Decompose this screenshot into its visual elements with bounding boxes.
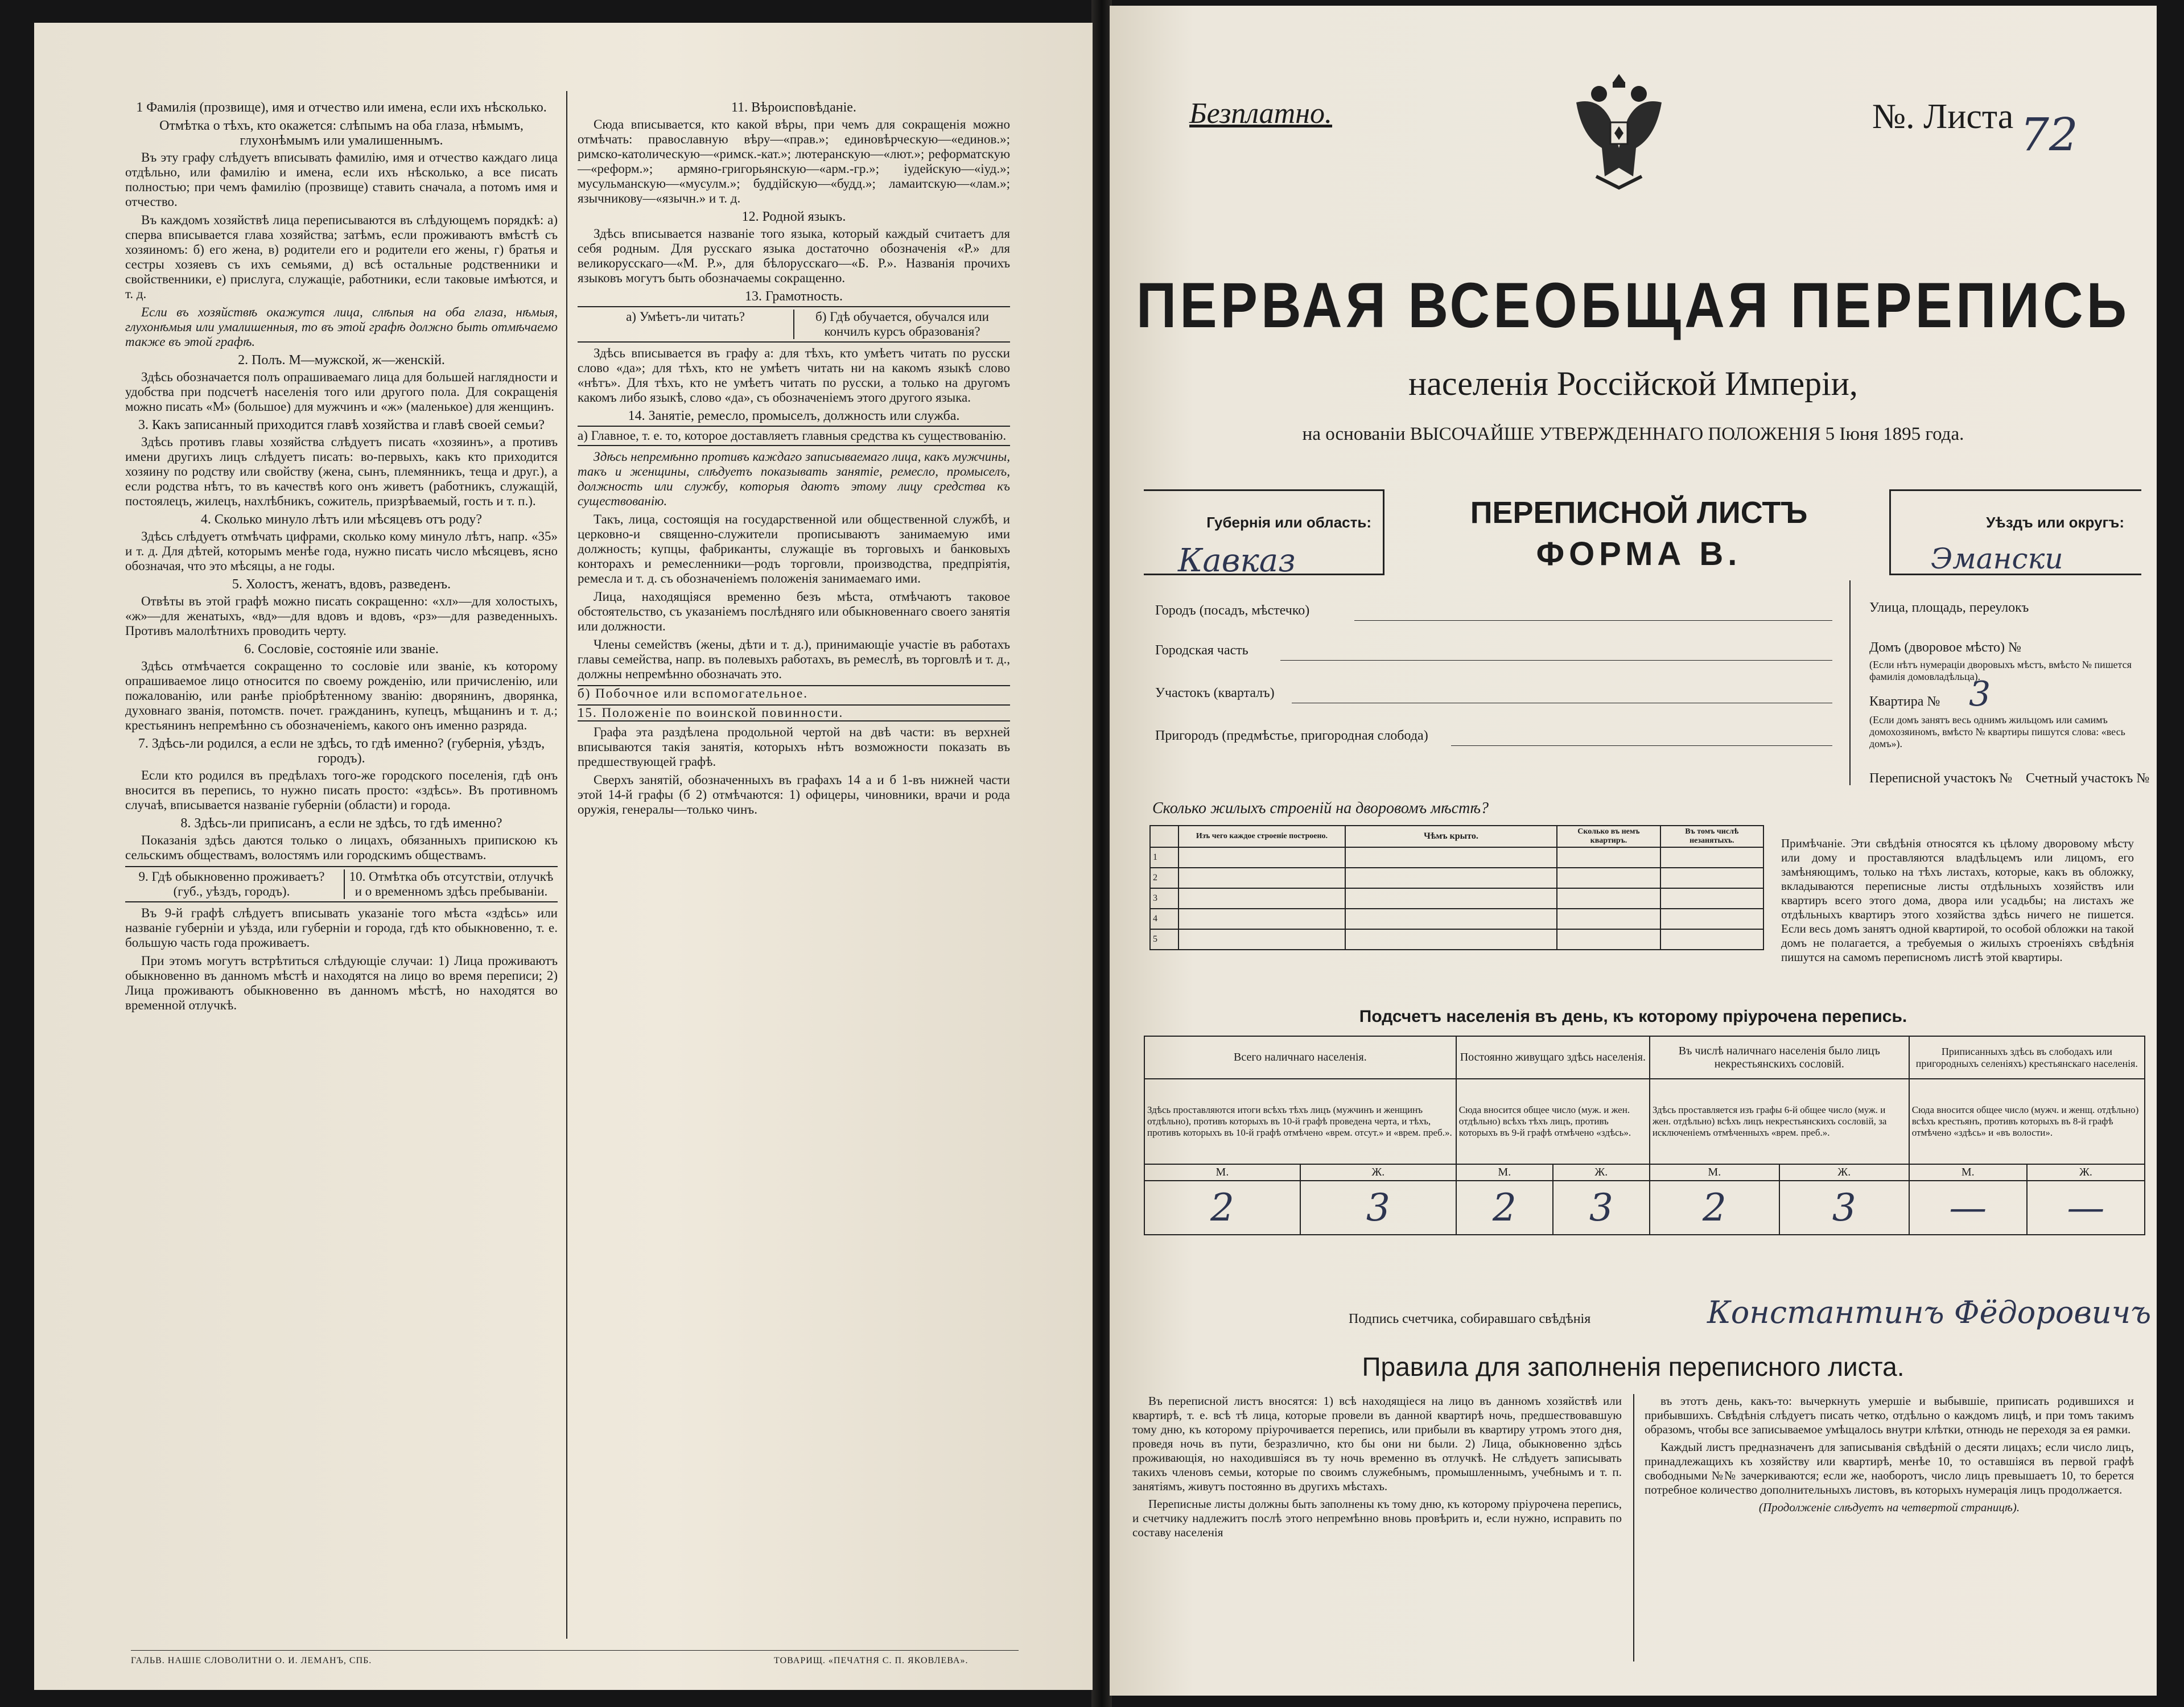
main-title: ПЕРВАЯ ВСЕОБЩАЯ ПЕРЕПИСЬ xyxy=(1136,269,2131,341)
buildings-cell xyxy=(1660,888,1763,909)
section-3-text: Здѣсь противъ главы хозяйства слѣдуетъ писать «хозяинъ», а противъ имени другихъ лицъ слѣдуетъ писать: во-первыхъ, какъ кто приходится хозяину по родству или свойству (жена, сынъ, племянникъ, теща и друг.), а если родства нѣтъ, то въ качествѣ кого онъ живетъ (работникъ, служащій, постоялецъ, жилецъ, нахлѣбникъ, сожитель, призрѣваемый, гость и т. п.). xyxy=(125,435,558,508)
imperial-eagle-emblem xyxy=(1565,63,1673,193)
section-2-title: 2. Полъ. М—мужской, ж—женскій. xyxy=(238,353,445,368)
section-15-text: Графа эта раздѣлена продольной чертой на двѣ части: въ верхней вписываются такія занятія, которыхъ нѣтъ возможности показать въ предшествующей графѣ. xyxy=(578,725,1010,769)
count-header-noncrestian: Въ числѣ наличнаго населенія было лицъ некрестьянскихъ сословій. xyxy=(1650,1036,1909,1079)
buildings-row xyxy=(1150,909,1763,929)
rules-right-column xyxy=(1645,1394,2134,1518)
buildings-row-number: 4 xyxy=(1150,909,1178,929)
section-14a-title: а) Главное, т. е. то, которое доставляетъ главныя средства къ существованію. xyxy=(578,426,1010,446)
address-divider xyxy=(1849,580,1851,785)
field-prigorod: Пригородъ (предмѣстье, пригородная слобода) xyxy=(1155,728,1428,743)
buildings-row-number: 1 xyxy=(1150,847,1178,868)
section-11-title: 11. Вѣроисповѣданіе. xyxy=(731,100,856,115)
count-table xyxy=(1144,1036,2145,1235)
section-14-title: 14. Занятіе, ремесло, промыселъ, должность или служба. xyxy=(628,409,960,423)
guberniya-label: Губернія или область: xyxy=(1206,514,1371,531)
column-divider xyxy=(566,91,567,1639)
count-note-crestian: Сюда вносится общее число (мужч. и женщ. отдѣльно) всѣхъ крестьянъ, противъ которыхъ въ 8-й графѣ отмѣчено «здѣсь» и «въ волости». xyxy=(1909,1079,2145,1164)
section-14-text-2: Такъ, лица, состоящія на государственной или общественной службѣ, и церковно-и священно-служители прописываютъ занимаемую ими должность; купцы, фабриканты, служащіе въ торговыхъ и банковыхъ конторахъ и ремесленники—родъ торговли, производства, предпріятія, ремесла и т. д. съ обозначеніемъ положенія занимаемаго ими. xyxy=(578,512,1010,586)
field-dom-note: (Если нѣтъ нумераціи дворовыхъ мѣстъ, вмѣсто № пишется фамилія домовладѣльца). xyxy=(1869,659,2132,682)
subtitle: населенія Россійской Имперіи, xyxy=(1408,365,1858,402)
section-2-text: Здѣсь обозначается полъ опрашиваемаго лица для большей наглядности и удобства при подсчетѣ населенія того или другого пола. Для сокращенія можно писать «М» (большое) для мужчинъ и «ж» (маленькое) для женщинъ. xyxy=(125,370,558,414)
uezd-value: Эмански xyxy=(1931,542,2063,575)
count-m-label: М. xyxy=(1456,1164,1553,1181)
prigorod-line xyxy=(1451,745,1832,746)
count-value: 2 xyxy=(1650,1181,1779,1235)
section-1-title: 1 Фамилія (прозвище), имя и отчество или имена, если ихъ нѣсколько. xyxy=(136,100,547,115)
section-14-text-3: Лица, находящіяся временно безъ мѣста, отмѣчаютъ таковое обстоятельство, съ указаніемъ послѣдняго или обыкновеннаго своего занятія или должности. xyxy=(578,589,1010,633)
buildings-cell xyxy=(1557,909,1660,929)
buildings-header-flats: Сколько въ немъ квартиръ. xyxy=(1557,826,1660,847)
field-uchastok: Участокъ (кварталъ) xyxy=(1155,686,1275,700)
buildings-cell xyxy=(1345,888,1557,909)
buildings-cell xyxy=(1178,929,1345,950)
count-mz-row xyxy=(1144,1164,2145,1181)
buildings-cell xyxy=(1178,909,1345,929)
buildings-header-row xyxy=(1150,826,1763,847)
section-12-text: Здѣсь вписывается названіе того языка, который каждый считаетъ для себя родным. Для русскаго языка достаточно обозначенія «Р.» для великорусскаго—«М. Р.», для бѣлорусскаго—«Б. Р.». Названія прочихъ языковъ могутъ быть обозначаемы сокращенно. xyxy=(578,226,1010,285)
section-9-title: 9. Гдѣ обыкновенно проживаетъ? (губ., уѣздъ, городъ). xyxy=(138,869,325,898)
section-7-text: Если кто родился въ предѣлахъ того-же городского поселенія, гдѣ онъ вносится въ перепись, то нужно писать просто: «здѣсь». Въ противномъ случаѣ, вписывается названіе губерніи (области) и города. xyxy=(125,768,558,812)
kvartira-value: 3 xyxy=(1969,674,1991,714)
section-1-text-3: Если въ хозяйствѣ окажутся лица, слѣпыя на оба глаза, нѣмыя, глухонѣмыя или умалишенныя, то въ этой графѣ должно быть отмѣчаемо также въ этой графѣ. xyxy=(125,305,558,349)
sheet-number-value: 72 xyxy=(2020,108,2078,161)
field-ulitsa: Улица, площадь, переулокъ xyxy=(1869,600,2029,615)
field-kvartira: Квартира № xyxy=(1869,694,1940,709)
gorod-line xyxy=(1354,620,1832,621)
count-header-total: Всего наличнаго населенія. xyxy=(1144,1036,1456,1079)
section-13-text: Здѣсь вписывается въ графу а: для тѣхъ, кто умѣетъ читать по русски слово «да»; для тѣхъ, кто не умѣетъ читать ни на какомъ языкѣ слово «нѣтъ». Для тѣхъ, кто не умѣетъ читать по русски, а только на другомъ какомъ либо языкѣ, слово «да», съ обозначеніемъ этого другого языка. xyxy=(578,346,1010,405)
buildings-cell xyxy=(1178,888,1345,909)
chast-line xyxy=(1280,660,1832,661)
count-header-crestian: Приписанныхъ здѣсь въ слободахъ или пригородныхъ селеніяхъ) крестьянскаго населенія. xyxy=(1909,1036,2145,1079)
buildings-row xyxy=(1150,868,1763,888)
section-13b-title: б) Гдѣ обучается, обучался или кончилъ курсъ образованія? xyxy=(793,310,1010,339)
buildings-cell xyxy=(1345,909,1557,929)
rules-continue-note: (Продолженіе слѣдуетъ на четвертой страницѣ). xyxy=(1758,1500,2020,1514)
buildings-cell xyxy=(1178,868,1345,888)
count-notes-row xyxy=(1144,1079,2145,1164)
buildings-header-roof: Чѣмъ крыто. xyxy=(1345,826,1557,847)
section-15-title: 15. Положеніе по воинской повинности. xyxy=(578,704,1010,721)
section-14-text-4: Члены семействъ (жены, дѣти и т. д.), принимающіе участіе въ работахъ главы семейства, напр. въ полевыхъ работахъ, въ ремеслѣ, въ торговлѣ и т. д., должны непремѣнно обозначать это. xyxy=(578,637,1010,681)
section-14-text: Здѣсь непремѣнно противъ каждаго записываемаго лица, какъ мужчины, такъ и женщины, слѣдуетъ показывать занятіе, ремесло, промыселъ, должность или службу, которыя даютъ этому лицу средства къ существованію. xyxy=(578,450,1010,508)
rules-right-text: въ этотъ день, какъ-то: вычеркнуть умершіе и выбывшіе, приписать родившихся и прибывшихъ. Свѣдѣнія слѣдуетъ писать четко, отдѣльно о каждомъ лицѣ, и при томъ такимъ образомъ, чтобы все записываемое умѣщалось внутри клѣтки, отнюдь не переходя за ея рамки. xyxy=(1645,1394,2134,1436)
right-page xyxy=(1110,6,2157,1696)
signature-label: Подпись счетчика, собиравшаго свѣдѣнія xyxy=(1349,1312,1591,1326)
right-column xyxy=(578,97,1010,820)
section-4-text: Здѣсь слѣдуетъ отмѣчать цифрами, сколько кому минуло лѣтъ, напр. «35» и т. д. Для дѣтей, которымъ менѣе года, нужно писать число мѣсяцевъ, ясно обозначая, что это мѣсяцы, а не годы. xyxy=(125,529,558,573)
legal-basis: на основаніи ВЫСОЧАЙШЕ УТВЕРЖДЕННАГО ПОЛОЖЕНІЯ 5 Іюня 1895 года. xyxy=(1302,424,1964,444)
rules-right-text-2: Каждый листъ предназначенъ для записыванія свѣдѣній о десяти лицахъ; если число лицъ, принадлежащихъ къ хозяйству или квартирѣ, менѣе 10, то оставшіяся въ первой графѣ свободными №№ зачеркиваются; если же, наоборотъ, число лицъ превышаетъ 10, то берется потребное количество дополнительныхъ листовъ, въ которыхъ нумерація лицъ продолжается. xyxy=(1645,1440,2134,1496)
section-11-text: Сюда вписывается, кто какой вѣры, при чемъ для сокращенія можно отмѣчать: православную вѣру—«прав.»; единовѣрческую—«единов.»; римско-католическую—«римск.-кат.»; лютеранскую—«лют.»; реформатскую—«реформ.»; армяно-григорьянскую—«арм.-гр.»; іудейскую—«іуд.»; мусульманскую—«мусулм.»; буддійскую—«будд.»; ламаитскую—«лам.»; язычникову—«язычн.» и т. д. xyxy=(578,117,1010,205)
buildings-cell xyxy=(1345,847,1557,868)
field-kvartira-note: (Если домъ занятъ весь однимъ жильцомъ или самимъ домохозяиномъ, вмѣсто № квартиры пишутся слова: «весь домъ»). xyxy=(1869,714,2125,749)
buildings-cell xyxy=(1660,909,1763,929)
section-13-header xyxy=(578,306,1010,343)
left-footer: ГАЛЬВ. НАШІЕ СЛОВОЛИТНИ О. И. ЛЕМАНЪ, СПБ. xyxy=(131,1656,372,1665)
count-m-label: М. xyxy=(1650,1164,1779,1181)
buildings-table xyxy=(1149,825,1764,950)
count-value: 3 xyxy=(1553,1181,1650,1235)
section-13-title: 13. Грамотность. xyxy=(745,289,843,304)
count-title: Подсчетъ населенія въ день, къ которому пріурочена перепись. xyxy=(1359,1007,1907,1026)
count-m-label: М. xyxy=(1909,1164,2027,1181)
section-1-text: Въ эту графу слѣдуетъ вписывать фамилію, имя и отчество каждаго лица отдѣльно, или фамилію и имена, если ихъ нѣсколько, а все писать полностью; при чемъ фамилію (прозвище) ставить сначала, а потомъ имя и отчество. xyxy=(125,150,558,209)
count-z-label: Ж. xyxy=(1779,1164,1909,1181)
uezd-label: Уѣздъ или округъ: xyxy=(1986,514,2124,531)
buildings-cell xyxy=(1660,868,1763,888)
buildings-row xyxy=(1150,888,1763,909)
count-header-row xyxy=(1144,1036,2145,1079)
count-value: 3 xyxy=(1779,1181,1909,1235)
buildings-row xyxy=(1150,847,1763,868)
buildings-note: Примѣчаніе. Эти свѣдѣнія относятся къ цѣлому дворовому мѣсту или дому и проставляются владѣльцемъ или лицомъ, его замѣняющимъ, только на тѣхъ листахъ, которые, какъ въ обложку, вкладываются переписные листы отдѣльныхъ хозяйствъ или квартиръ всего этого дома, двора или усадьбы; на листахъ же отдѣльныхъ квартиръ этого хозяйства здѣсь ничего не пишется. Если весь домъ занятъ одной квартирой, то особой обложки на такой домъ не полагается, а требуемыя о жилыхъ строеніяхъ свѣдѣнія пишутся на самомъ переписномъ листѣ этой квартиры. xyxy=(1781,836,2134,964)
section-1-text-2: Въ каждомъ хозяйствѣ лица переписываются въ слѣдующемъ порядкѣ: а) сперва вписывается глава хозяйства; затѣмъ, если проживаютъ вмѣстѣ съ хозяиномъ: б) его жена, в) родители его и родители его жены, г) братья и сестры хозяевъ съ ихъ семьями, д) всѣ остальные родственники и свойственники, е) прислуга, служащіе, работники, если таковые имѣются, и т. д. xyxy=(125,213,558,301)
count-value: — xyxy=(1909,1181,2027,1235)
rules-left-text-2: Переписные листы должны быть заполнены къ тому дню, къ которому пріурочена перепись, и счетчику надлежитъ послѣ этого непремѣнно вновь провѣрить и, если нужно, исправить по составу населенія xyxy=(1132,1497,1622,1539)
buildings-cell xyxy=(1660,847,1763,868)
section-9-text-2: При этомъ могутъ встрѣтиться слѣдующіе случаи: 1) Лица проживаютъ обыкновенно въ данномъ мѣстѣ и находятся на лицо во время переписи; 2) Лица проживаютъ обыкновенно въ данномъ мѣстѣ, но находятся во временной отлучкѣ. xyxy=(125,954,558,1012)
section-4-title: 4. Сколько минуло лѣтъ или мѣсяцевъ отъ роду? xyxy=(200,512,483,527)
guberniya-box xyxy=(1144,489,1384,579)
count-z-label: Ж. xyxy=(1553,1164,1650,1181)
section-5-title: 5. Холостъ, женатъ, вдовъ, разведенъ. xyxy=(232,577,451,592)
rules-title: Правила для заполненія переписного листа. xyxy=(1362,1352,1905,1382)
count-note-permanent: Сюда вносится общее число (муж. и жен. отдѣльно) всѣхъ тѣхъ лицъ, противъ которыхъ въ 9-й графѣ отмѣчено «здѣсь». xyxy=(1456,1079,1650,1164)
count-header-permanent: Постоянно живущаго здѣсь населенія. xyxy=(1456,1036,1650,1079)
rules-left-text: Въ переписной листъ вносятся: 1) всѣ находящіеся на лицо въ данномъ хозяйствѣ или квартирѣ, т. е. всѣ тѣ лица, которые провели въ данной квартирѣ ночь, предшествовавшую тому дню, къ которому пріурочивается перепись, или прибыли въ квартиру утромъ этого дня, проведя ночь въ пути, безразлично, кто бы они ни были. 2) Лица, обыкновенно здѣсь проживающія, но находившіяся въ ту ночь временно въ отлучкѣ. Не слѣдуетъ записывать такихъ членовъ семьи, которые по своимъ служебнымъ, промышленнымъ, учебнымъ и т. п. занятіямъ, живутъ постоянно въ другихъ мѣстахъ. xyxy=(1132,1394,1622,1493)
form-letter: ФОРМА В. xyxy=(1536,535,1742,572)
section-14b-title: б) Побочное или вспомогательное. xyxy=(578,685,1010,701)
rules-divider xyxy=(1633,1394,1634,1661)
section-8-text: Показанія здѣсь даются только о лицахъ, обязанныхъ припискою къ сельскимъ обществамъ, волостямъ или городскимъ обществамъ. xyxy=(125,833,558,862)
count-value: — xyxy=(2027,1181,2145,1235)
section-6-text: Здѣсь отмѣчается сокращенно то сословіе или званіе, къ которому опрашиваемое лицо относится по своему рожденію, или причисленію, или пожалованію, или ранѣе пріобрѣтенному званію: дворянинъ, дворянка, духовнаго званія, потомств. почет. гражданинъ, купецъ, мѣщанинъ и т. д.; крестьянинъ непремѣнно съ обозначеніемъ, какого онъ именно разряда. xyxy=(125,659,558,732)
section-9-text: Въ 9-й графѣ слѣдуетъ вписывать указаніе того мѣста «здѣсь» или названіе губерніи и уѣзда, или губерніи и города, гдѣ кто обыкновенно, т. е. большую часть года проживаетъ. xyxy=(125,906,558,950)
buildings-header-material: Изъ чего каждое строеніе построено. xyxy=(1178,826,1345,847)
buildings-cell xyxy=(1557,847,1660,868)
count-note-total: Здѣсь проставляются итоги всѣхъ тѣхъ лицъ (мужчинъ и женщинъ отдѣльно), противъ которыхъ въ 10-й графѣ проведена черта, и тѣхъ, противъ которыхъ въ 10-й графѣ отмѣчено «врем. отсут.» и «врем. преб.». xyxy=(1144,1079,1456,1164)
sheet-number-label: №. Листа xyxy=(1872,97,2014,136)
buildings-title: Сколько жилыхъ строеній на дворовомъ мѣстѣ? xyxy=(1152,799,1489,817)
section-10-title: 10. Отмѣтка объ отсутствіи, отлучкѣ и о временномъ здѣсь пребываніи. xyxy=(344,869,558,899)
section-12-title: 12. Родной языкъ. xyxy=(741,209,846,224)
count-value: 2 xyxy=(1456,1181,1553,1235)
count-m-label: М. xyxy=(1144,1164,1300,1181)
field-chast: Городская часть xyxy=(1155,643,1248,658)
buildings-row-number: 3 xyxy=(1150,888,1178,909)
signature-value: Константинъ Фёдоровичъ xyxy=(1707,1294,2152,1330)
buildings-num-header xyxy=(1150,826,1178,847)
count-z-label: Ж. xyxy=(2027,1164,2145,1181)
count-value: 3 xyxy=(1300,1181,1456,1235)
buildings-cell xyxy=(1178,847,1345,868)
section-7-title: 7. Здѣсь-ли родился, а если не здѣсь, то гдѣ именно? (губернія, уѣздъ, городъ). xyxy=(138,736,545,766)
buildings-cell xyxy=(1345,868,1557,888)
section-5-text: Отвѣты въ этой графѣ можно писать сокращенно: «хл»—для холостыхъ, «ж»—для женатыхъ, «вд»—для вдовъ и вдовъ, «рз»—для разведенныхъ. Противъ малолѣтнихъ проводить черту. xyxy=(125,594,558,638)
buildings-cell xyxy=(1557,868,1660,888)
buildings-cell xyxy=(1557,888,1660,909)
section-6-title: 6. Сословіе, состояніе или званіе. xyxy=(244,642,439,657)
field-dom: Домъ (дворовое мѣсто) № xyxy=(1869,640,2021,655)
count-z-label: Ж. xyxy=(1300,1164,1456,1181)
footer-rule xyxy=(131,1650,1019,1651)
buildings-row xyxy=(1150,929,1763,950)
field-gorod: Городъ (посадъ, мѣстечко) xyxy=(1155,603,1310,618)
buildings-header-vacant: Въ томъ числѣ незанятыхъ. xyxy=(1660,826,1763,847)
buildings-row-number: 2 xyxy=(1150,868,1178,888)
left-column xyxy=(125,97,558,1016)
field-perepisnoy: Переписной участокъ № xyxy=(1869,771,2013,786)
section-8-title: 8. Здѣсь-ли приписанъ, а если не здѣсь, то гдѣ именно? xyxy=(180,816,502,831)
count-note-noncrestian: Здѣсь проставляется изъ графы 6-й общее число (муж. и жен. отдѣльно) всѣхъ лицъ некрестьянскихъ сословій, за исключеніемъ отмѣченныхъ «врем. преб.». xyxy=(1650,1079,1909,1164)
buildings-cell xyxy=(1557,929,1660,950)
rules-left-column xyxy=(1132,1394,1622,1543)
right-footer: ТОВАРИЩ. «ПЕЧАТНЯ С. П. ЯКОВЛЕВА». xyxy=(774,1656,969,1665)
count-values-row xyxy=(1144,1181,2145,1235)
section-3-title: 3. Какъ записанный приходится главѣ хозяйства и главѣ своей семьи? xyxy=(138,418,545,432)
guberniya-value: Кавказ xyxy=(1178,542,1296,579)
book-gutter xyxy=(1091,0,1112,1707)
sections-9-10-header xyxy=(125,866,558,902)
buildings-row-number: 5 xyxy=(1150,929,1178,950)
uezd-box xyxy=(1889,489,2141,575)
buildings-cell xyxy=(1345,929,1557,950)
count-value: 2 xyxy=(1144,1181,1300,1235)
section-15-text-2: Сверхъ занятій, обозначенныхъ въ графахъ 14 а и б 1-въ нижней части этой 14-й графы (б 2) отмѣчаются: 1) офицеры, чиновники, врачи и рода оружія, генералы—только чинъ. xyxy=(578,773,1010,817)
field-schetny: Счетный участокъ № xyxy=(2026,771,2150,786)
free-label: Безплатно. xyxy=(1189,97,1333,130)
buildings-cell xyxy=(1660,929,1763,950)
form-title: ПЕРЕПИСНОЙ ЛИСТЪ xyxy=(1470,496,1808,530)
section-13a-title: а) Умѣетъ-ли читать? xyxy=(626,310,745,324)
section-1-note: Отмѣтка о тѣхъ, кто окажется: слѣпымъ на оба глаза, нѣмымъ, глухонѣмымъ или умалишеннымъ. xyxy=(159,118,524,148)
left-page xyxy=(34,23,1093,1690)
